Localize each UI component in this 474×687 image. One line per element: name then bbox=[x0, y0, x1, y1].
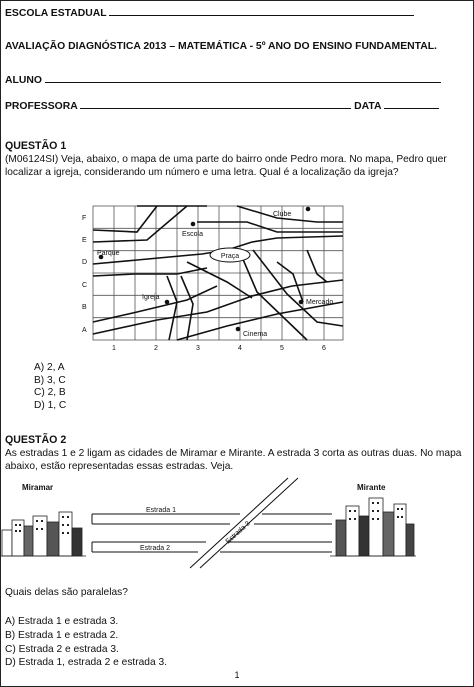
q1-option-a[interactable]: A) 2, A bbox=[34, 362, 65, 373]
map-row-label: B bbox=[82, 304, 87, 311]
student-blank bbox=[45, 73, 441, 83]
road-2-label: Estrada 2 bbox=[140, 545, 170, 552]
map-row-label: F bbox=[82, 215, 87, 222]
q1-title: QUESTÃO 1 bbox=[5, 140, 67, 152]
map-row-label: D bbox=[82, 259, 88, 266]
roads-map bbox=[0, 476, 474, 572]
date-blank bbox=[384, 99, 439, 109]
map-row-label: E bbox=[82, 237, 87, 244]
school-label: ESCOLA ESTADUAL bbox=[5, 8, 107, 19]
q1-option-c[interactable]: C) 2, B bbox=[34, 387, 66, 398]
q2-option-a[interactable]: A) Estrada 1 e estrada 3. bbox=[5, 616, 119, 627]
place-clube-marker bbox=[306, 207, 311, 212]
road-3-label: Estrada 3 bbox=[224, 520, 252, 546]
miramar-skyline-icon bbox=[0, 512, 86, 556]
place-mercado: Mercado bbox=[306, 299, 334, 306]
school-blank bbox=[109, 6, 414, 16]
q1-option-d[interactable]: D) 1, C bbox=[34, 399, 67, 411]
map-col-label: 3 bbox=[196, 345, 200, 352]
mirante-skyline-icon bbox=[330, 498, 416, 556]
page-number: 1 bbox=[234, 670, 240, 680]
place-igreja: Igreja bbox=[142, 294, 160, 301]
q1-text: (M06124SI) Veja, abaixo, o mapa de uma parte do bairro onde Pedro mora. No mapa, Pedro quer localizar a igreja, considerando um número e uma letra. Qual é a localização da igreja? bbox=[5, 154, 447, 178]
teacher-line bbox=[5, 99, 439, 112]
q2-option-b[interactable]: B) Estrada 1 e estrada 2. bbox=[5, 630, 119, 641]
q2-option-d[interactable]: D) Estrada 1, estrada 2 e estrada 3. bbox=[5, 657, 167, 668]
q2-title: QUESTÃO 2 bbox=[5, 434, 67, 446]
place-escola: Escola bbox=[182, 231, 204, 238]
teacher-blank bbox=[80, 99, 351, 109]
map-col-label: 6 bbox=[322, 345, 326, 352]
place-parque: Parque bbox=[97, 250, 120, 257]
neighborhood-map bbox=[77, 202, 347, 355]
student-label: ALUNO bbox=[5, 75, 42, 86]
map-row-label: A bbox=[82, 327, 87, 334]
place-clube: Clube bbox=[273, 211, 292, 218]
city-miramar: Miramar bbox=[22, 483, 54, 492]
q2-text: As estradas 1 e 2 ligam as cidades de Miramar e Mirante. A estrada 3 corta as outras duas. No mapa abaixo, estão representadas essas estradas. Veja. bbox=[5, 448, 462, 472]
map-col-label: 5 bbox=[280, 345, 284, 352]
q2-option-c[interactable]: C) Estrada 2 e estrada 3. bbox=[5, 644, 119, 655]
place-cinema-marker bbox=[236, 327, 241, 332]
place-praca: Praça bbox=[220, 253, 240, 260]
q1-option-b[interactable]: B) 3, C bbox=[34, 374, 66, 386]
place-cinema: Cinema bbox=[243, 331, 268, 338]
map-col-label: 4 bbox=[238, 345, 242, 352]
map-row-label: C bbox=[82, 282, 88, 289]
place-mercado-marker bbox=[299, 300, 304, 305]
map-col-label: 2 bbox=[154, 345, 158, 352]
teacher-label: PROFESSORA bbox=[5, 101, 78, 112]
place-igreja-marker bbox=[165, 300, 170, 305]
map-col-label: 1 bbox=[112, 345, 116, 352]
road-1-label: Estrada 1 bbox=[146, 507, 176, 514]
school-line bbox=[5, 6, 414, 19]
place-escola-marker bbox=[191, 222, 196, 227]
city-mirante: Mirante bbox=[357, 483, 386, 492]
date-label: DATA bbox=[354, 101, 382, 112]
assessment-title: AVALIAÇÃO DIAGNÓSTICA 2013 – MATEMÁTICA - 5º ANO DO ENSINO FUNDAMENTAL. bbox=[5, 41, 437, 52]
q2-question: Quais delas são paralelas? bbox=[5, 587, 128, 598]
student-line bbox=[5, 73, 441, 86]
